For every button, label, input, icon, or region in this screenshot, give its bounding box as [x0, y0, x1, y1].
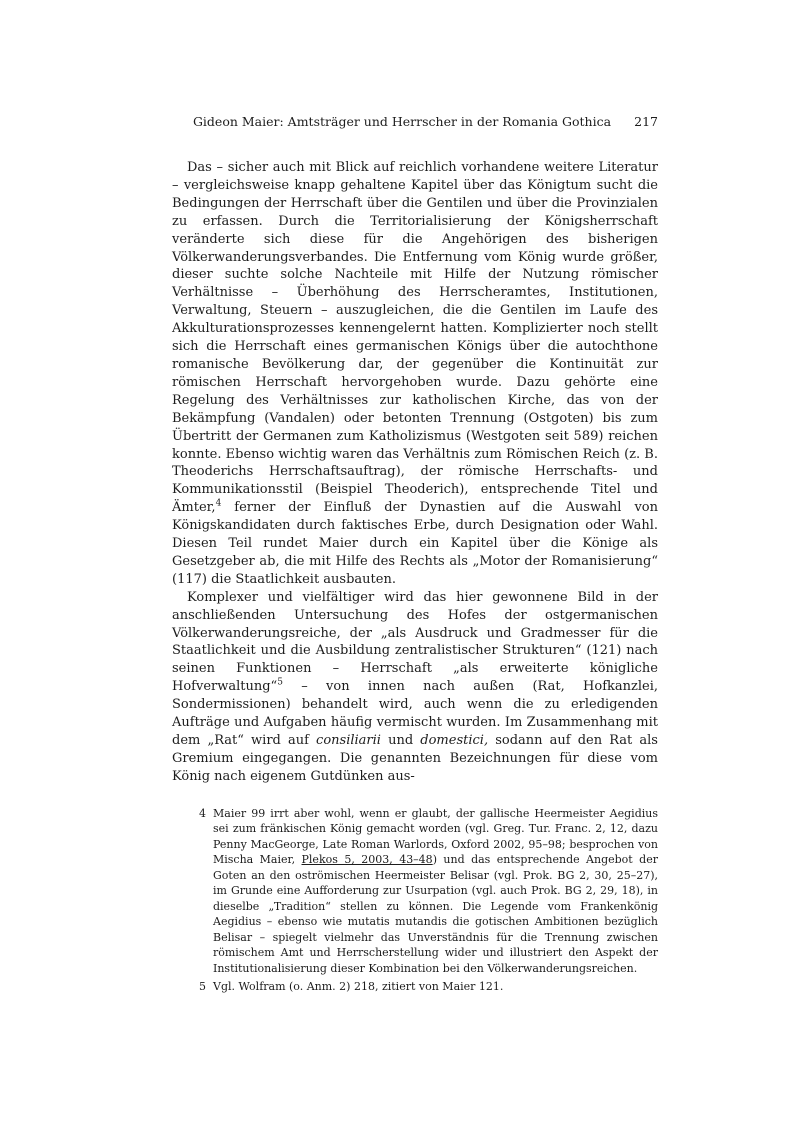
text-run: Das – sicher auch mit Blick auf reichlich vorhandene weitere Literatur – vergleichsweise knapp gehaltene Kapitel über das Königtum sucht die Bedingungen der Herrschaft über die Gentilen und über die Provinzialen zu erfassen. Durch die Territorialisierung der Königsherrschaft veränderte sich diese für die Angehörigen des bisherigen Völkerwanderungsverbandes. Die Entfernung vom König wurde größer, dieser suchte solche Nachteile mit Hilfe der Nutzung römischer Verhältnisse – Überhöhung des Herrscheramtes, Institutionen, Verwaltung, Steuern – auszugleichen, die die Gentilen im Laufe des Akkulturationsprozesses kennengelernt hatten. Komplizierter noch stellt sich die Herrschaft eines germanischen Königs über die autochthone romanische Bevölkerung dar, der gegenüber die Kontinuität zur römischen Herrschaft hervorgehoben wurde. Dazu gehörte eine Regelung des Verhältnisses zur katholischen Kirche, das von der Bekämpfung (Vandalen) oder betonten Trennung (Ostgoten) bis zum Übertritt der Germanen zum Katholizismus (Westgoten seit 589) reichen konnte. Ebenso wichtig waren das Verhältnis zum Römischen Reich (z. B. Theoderichs Herrschaftsauftrag), der römische Herrschafts- und Kommunikationsstil (Beispiel Theoderich), entsprechende Titel und Ämter, — [172, 160, 658, 516]
latin-term-domestici: domestici, — [420, 733, 489, 748]
text-run: Maier 99 irrt aber wohl, wenn er glaubt, der gallische Heermeister Aegidius sei zum fränkischen König gemacht worden (vgl. Greg. Tur. Franc. 2, 12, dazu Penny MacGeorge, Late Roman Warlords, Oxford 2002, 95–98; besprochen von Mischa Maier, — [213, 806, 658, 867]
footnote-marker-4: 4 — [215, 498, 222, 509]
running-head — [172, 114, 658, 130]
text-run: – von innen nach außen (Rat, Hofkanzlei, Sondermissionen) behandelt wird, auch wenn die zu erledigenden Aufträge und Aufgaben häufig vermischt wurden. Im Zusammenhang mit dem „Rat“ wird auf — [172, 679, 658, 748]
running-head-title: Gideon Maier: Amtsträger und Herrscher in der Romania Gothica — [192, 114, 612, 129]
body-text — [172, 159, 658, 786]
text-block — [172, 114, 658, 995]
text-run: ) und das entsprechende Angebot der Goten an den oströmischen Heermeister Belisar (vgl. Prok. BG 2, 30, 25–27), im Grunde eine Aufforderung zur Usurpation (vgl. auch Prok. BG 2, 29, 18), in dieselbe „Tradition“ stellen zu können. Die Legende vom Frankenkönig Aegidius – ebenso wie mutatis mutandis die gotischen Ambitionen bezüglich Belisar – spiegelt vielmehr das Unverständnis für die Trennung zwischen römischem Amt und Herrscherstellung wider und illustriert den Aspekt der Institutionalisierung dieser Kombination bei den Völkerwanderungsreichen. — [213, 853, 658, 975]
paragraph-hofuntersuchung — [172, 589, 658, 786]
footnote-marker-5: 5 — [277, 677, 283, 688]
footnote-text — [213, 806, 658, 977]
text-run: Vgl. Wolfram (o. Anm. 2) 218, zitiert von Maier 121. — [213, 980, 504, 994]
text-run: Komplexer und vielfältiger wird das hier gewonnene Bild in der anschließenden Untersuchung des Hofes der ostgermanischen Völkerwanderungsreiche, der „als Ausdruck und Gradmesser für die Staatlichkeit und die Ausbildung zentralistischer Strukturen“ (121) nach seinen Funktionen – Herrschaft „als erweiterte königliche Hofverwaltung“ — [172, 589, 658, 695]
text-run: und — [380, 733, 421, 748]
page-number: 217 — [634, 114, 658, 129]
footnote-number: 4 — [199, 806, 206, 820]
footnote-number: 5 — [199, 980, 206, 994]
footnotes-section — [172, 806, 658, 995]
latin-term-consiliarii: consiliarii — [316, 733, 381, 748]
text-run: ferner der Einfluß der Dynastien auf die Auswahl von Königskandidaten durch faktisches Erbe, durch Designation oder Wahl. Diesen Teil rundet Maier durch ein Kapitel über die Könige als Gesetzgeber ab, die mit Hilfe des Rechts als „Motor der Romanisierung“ (117) die Staatlichkeit ausbauten. — [172, 500, 658, 587]
footnote-4 — [172, 806, 658, 977]
footnote-text — [213, 979, 658, 995]
paragraph-koenigtum — [172, 159, 658, 589]
text-run: sodann auf den Rat als Gremium eingegangen. Die genannten Bezeichnungen für diese vom König nach eigenem Gutdünken aus- — [172, 733, 658, 784]
plekos-link[interactable]: Plekos 5, 2003, 43–48 — [301, 853, 433, 867]
footnote-5 — [172, 979, 658, 995]
